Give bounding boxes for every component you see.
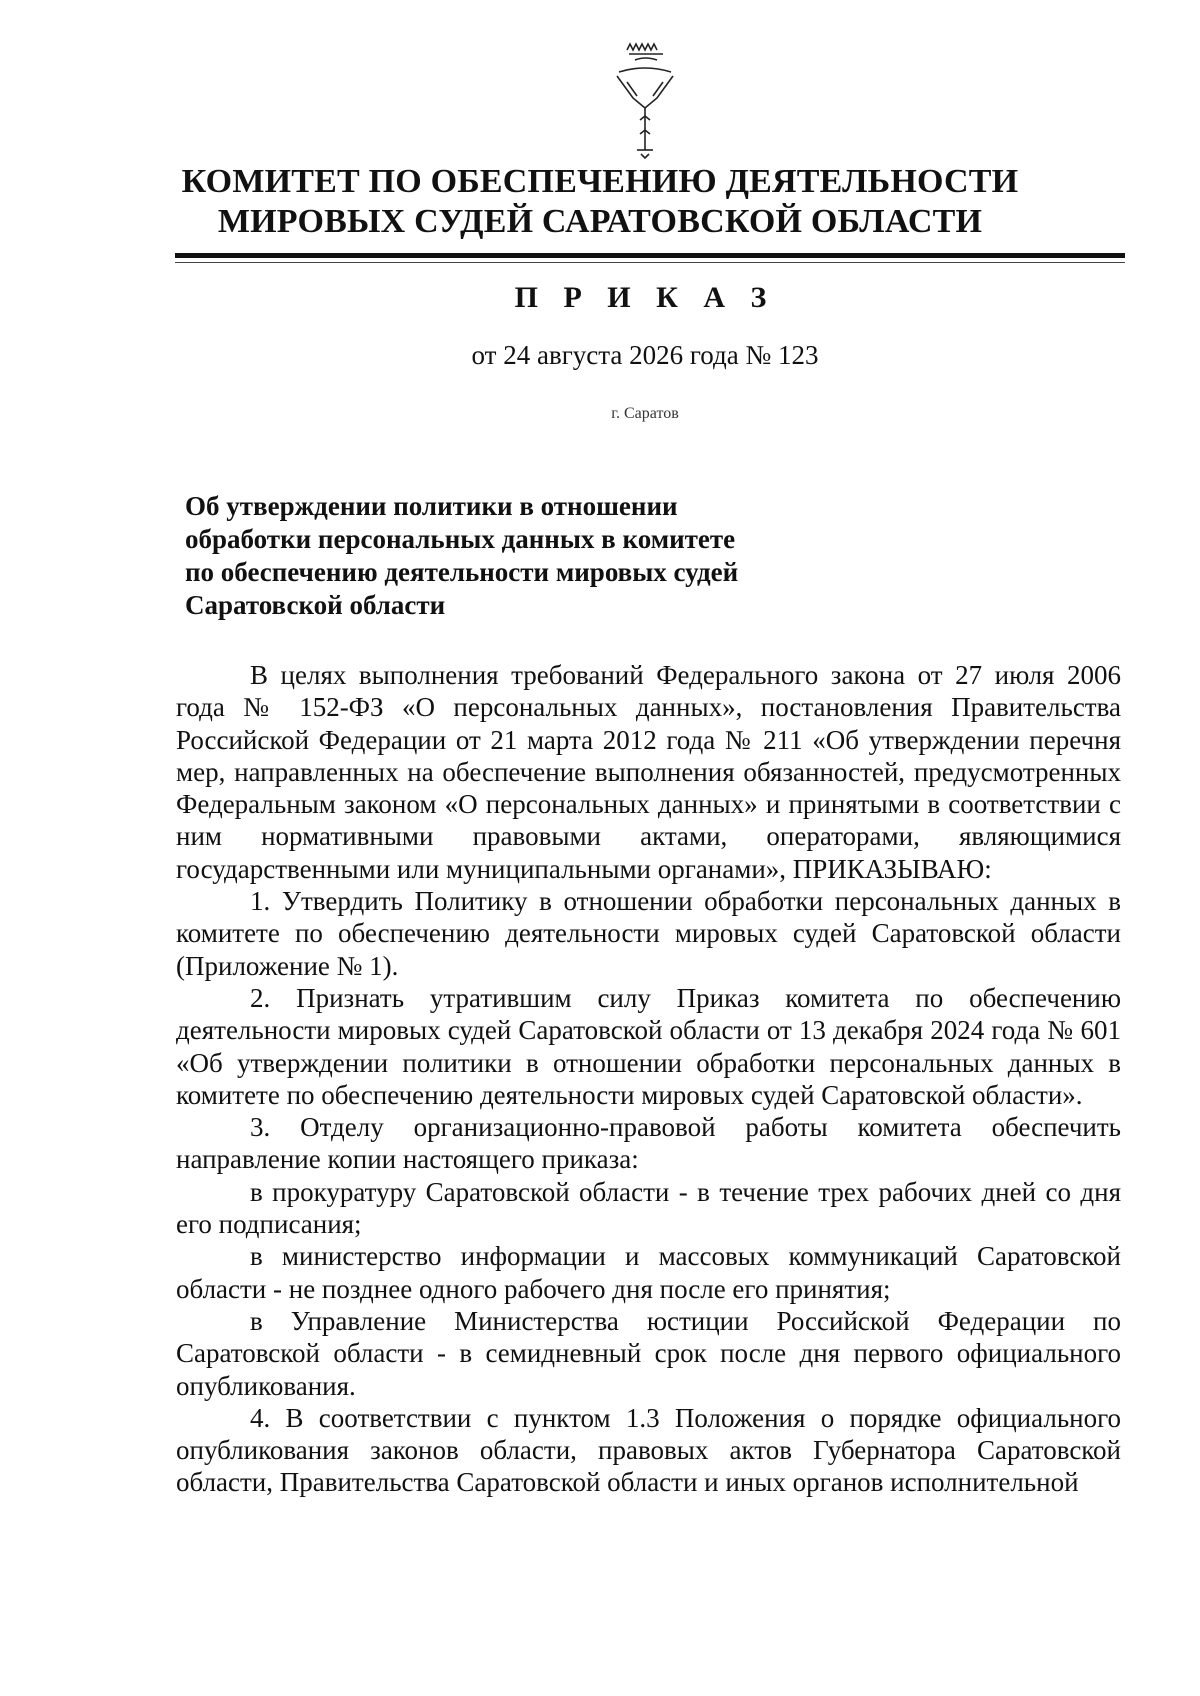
header-divider-thin (175, 262, 1125, 263)
order-item-3-recipient-c: в Управление Министерства юстиции Российской Федерации по Саратовской области - в семидневный срок после дня первого официального опубликования. (176, 1305, 1121, 1401)
organization-title (150, 162, 1050, 242)
document-place: г. Саратов (611, 405, 679, 422)
order-item-3-recipient-b: в министерство информации и массовых коммуникаций Саратовской области - не позднее одного рабочего дня после его принятия; (176, 1241, 1121, 1304)
subject-line: Саратовской области (185, 590, 446, 620)
order-item-1: 1. Утвердить Политику в отношении обработки персональных данных в комитете по обеспечению деятельности мировых судей Саратовской области (Приложение № 1). (176, 886, 1121, 981)
document-body (176, 659, 1121, 1499)
coat-of-arms-icon (605, 42, 685, 162)
header-divider-thick (175, 253, 1125, 258)
preamble-paragraph: В целях выполнения требований Федерального закона от 27 июля 2006 года № 152-ФЗ «О персональных данных», постановления Правительства Российской Федерации от 21 марта 2012 года № 211 «Об утверждении перечня мер, направленных на обеспечение выполнения обязанностей, предусмотренных Федеральным законом «О персональных данных» и принятыми в соответствии с ним нормативными правовыми актами, операторами, являющимися государственными или муниципальными органами», ПРИКАЗЫВАЮ: (176, 660, 1121, 884)
organization-title-line-1: КОМИТЕТ ПО ОБЕСПЕЧЕНИЮ ДЕЯТЕЛЬНОСТИ (181, 163, 1019, 200)
document-subject (185, 490, 825, 622)
document-type: П Р И К А З (514, 281, 776, 314)
order-item-4: 4. В соответствии с пунктом 1.3 Положения о порядке официального опубликования законов области, правовых актов Губернатора Саратовской области, Правительства Саратовской области и иных органов исполнительной (176, 1402, 1121, 1498)
order-item-3: 3. Отделу организационно-правовой работы комитета обеспечить направление копии настоящего приказа: (176, 1112, 1121, 1175)
subject-line: по обеспечению деятельности мировых судей (185, 557, 739, 587)
order-item-2: 2. Признать утратившим силу Приказ комитета по обеспечению деятельности мировых судей Саратовской области от 13 декабря 2024 года № 601 «Об утверждении политики в отношении обработки персональных данных в комитете по обеспечению деятельности мировых судей Саратовской области». (176, 982, 1121, 1110)
subject-line: Об утверждении политики в отношении (185, 491, 678, 521)
document-date-number: от 24 августа 2026 года № 123 (471, 340, 819, 370)
subject-line: обработки персональных данных в комитете (185, 524, 736, 554)
order-item-3-recipient-a: в прокуратуру Саратовской области - в течение трех рабочих дней со дня его подписания; (176, 1176, 1121, 1240)
organization-title-line-2: МИРОВЫХ СУДЕЙ САРАТОВСКОЙ ОБЛАСТИ (217, 203, 983, 240)
